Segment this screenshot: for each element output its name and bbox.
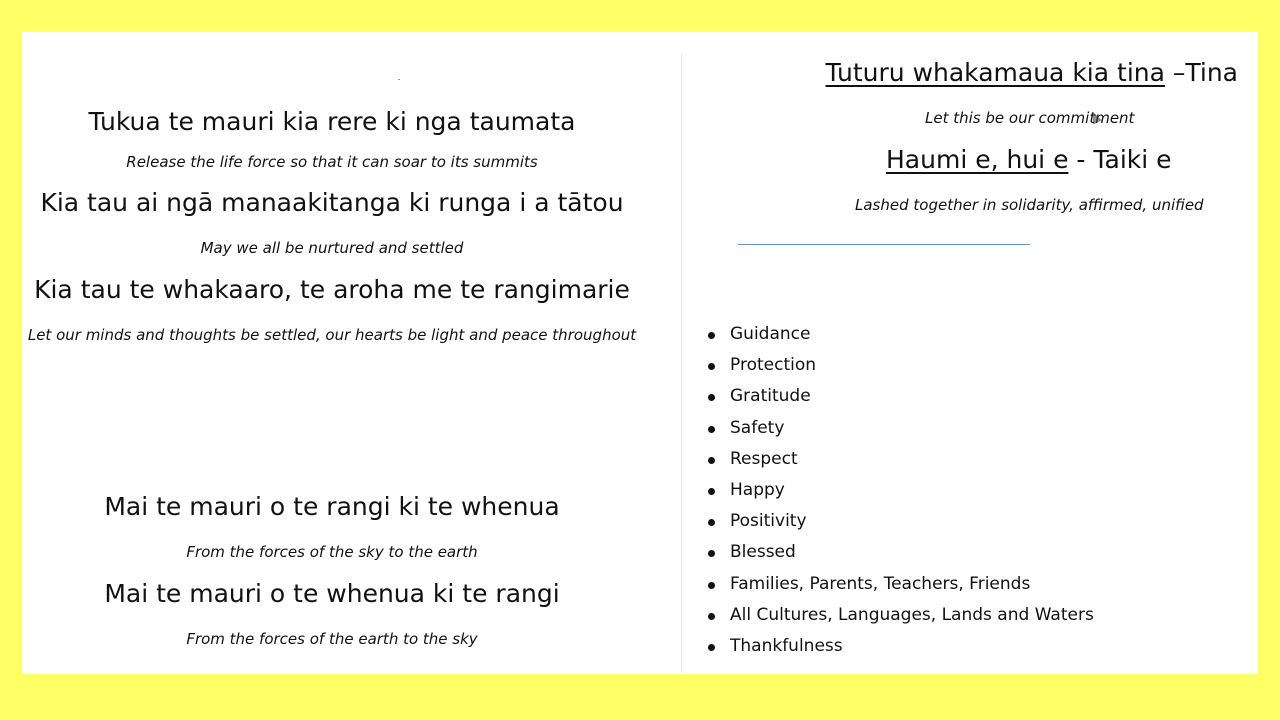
list-item: Thankfulness <box>708 631 1094 662</box>
list-item: Gratitude <box>708 381 1094 412</box>
closing-line-1-underlined: Tuturu whakamaua kia tina <box>825 58 1165 87</box>
closing-line-1-rest: –Tina <box>1164 58 1238 87</box>
bullet-icon <box>708 426 715 433</box>
list-item: Positivity <box>708 506 1094 537</box>
verse-4-english: From the forces of the sky to the earth <box>186 543 478 561</box>
values-list <box>708 319 1094 662</box>
verse-5-english: From the forces of the earth to the sky <box>186 630 478 648</box>
bullet-icon <box>708 582 715 589</box>
list-item: Protection <box>708 350 1094 381</box>
list-item: Happy <box>708 475 1094 506</box>
right-column <box>682 32 1258 674</box>
bullet-icon <box>708 550 715 557</box>
closing-line-1-english: Let this be our commitment <box>925 109 1135 127</box>
bullet-icon <box>708 613 715 620</box>
bullet-icon <box>708 363 715 370</box>
document-page <box>22 32 1258 674</box>
horizontal-rule <box>738 244 1030 245</box>
verse-3-english: Let our minds and thoughts be settled, our hearts be light and peace throughout <box>27 326 637 344</box>
closing-line-2-rest: - Taiki e <box>1068 145 1172 174</box>
verse-1-english: Release the life force so that it can soar to its summits <box>126 153 538 171</box>
bullet-icon <box>708 394 715 401</box>
verse-2-english: May we all be nurtured and settled <box>200 239 464 257</box>
speck-mark <box>398 79 400 80</box>
verse-1-maori: Tukua te mauri kia rere ki nga taumata <box>88 107 576 136</box>
list-item: All Cultures, Languages, Lands and Waters <box>708 600 1094 631</box>
closing-line-2-underlined: Haumi e, hui e <box>886 145 1069 174</box>
bullet-icon <box>708 519 715 526</box>
list-item: Families, Parents, Teachers, Friends <box>708 569 1094 600</box>
list-item: Safety <box>708 413 1094 444</box>
verse-2-maori: Kia tau ai ngā manaakitanga ki runga i a tātou <box>40 188 624 217</box>
closing-line-1 <box>826 58 1238 88</box>
verse-3-maori: Kia tau te whakaaro, te aroha me te rangimarie <box>34 275 630 304</box>
verse-5-maori: Mai te mauri o te whenua ki te rangi <box>104 579 560 608</box>
bullet-icon <box>708 332 715 339</box>
bullet-icon <box>708 644 715 651</box>
closing-line-2 <box>886 145 1172 175</box>
bullet-icon <box>708 488 715 495</box>
bullet-icon <box>708 457 715 464</box>
list-item: Guidance <box>708 319 1094 350</box>
list-item: Respect <box>708 444 1094 475</box>
list-item: Blessed <box>708 537 1094 568</box>
verse-4-maori: Mai te mauri o te rangi ki te whenua <box>104 492 560 521</box>
closing-line-2-english: Lashed together in solidarity, affirmed, unified <box>855 196 1204 214</box>
